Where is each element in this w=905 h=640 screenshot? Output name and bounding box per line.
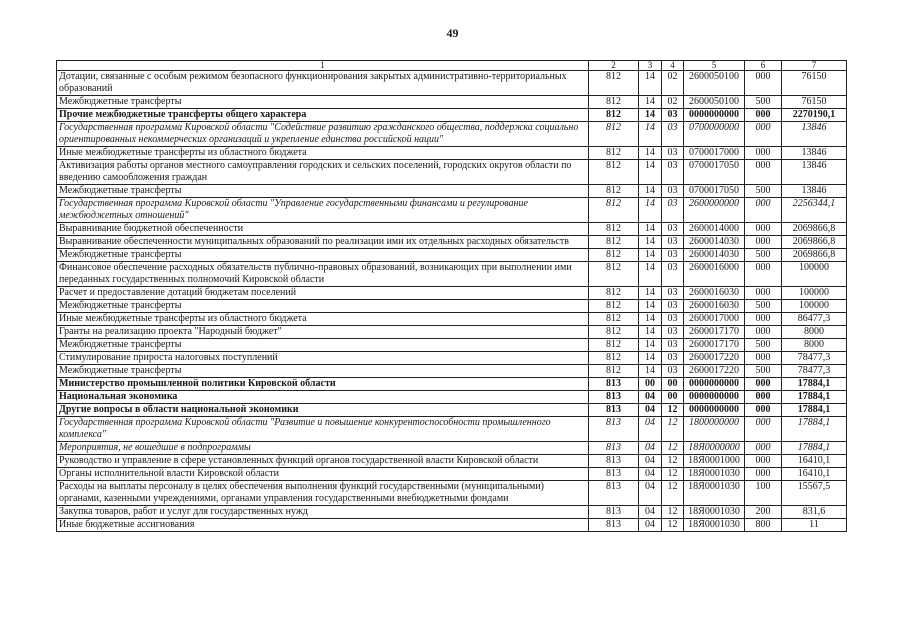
row-ved-code: 813 <box>589 378 639 391</box>
row-section-code: 04 <box>639 481 662 506</box>
row-ved-code: 812 <box>589 122 639 147</box>
row-subsection-code: 03 <box>662 352 684 365</box>
row-target-code: 0700017000 <box>684 147 745 160</box>
row-expense-type-code: 800 <box>745 519 782 532</box>
row-section-code: 14 <box>639 339 662 352</box>
row-name: Иные межбюджетные трансферты из областного бюджета <box>57 147 589 160</box>
row-amount: 16410,1 <box>782 455 847 468</box>
row-name: Государственная программа Кировской области "Управление государственными финансами и регулирование межбюджетных отношений" <box>57 198 589 223</box>
row-section-code: 04 <box>639 404 662 417</box>
row-section-code: 04 <box>639 468 662 481</box>
row-expense-type-code: 500 <box>745 249 782 262</box>
row-subsection-code: 00 <box>662 391 684 404</box>
row-target-code: 2600017170 <box>684 339 745 352</box>
row-amount: 13846 <box>782 147 847 160</box>
row-section-code: 14 <box>639 147 662 160</box>
row-name: Иные бюджетные ассигнования <box>57 519 589 532</box>
row-section-code: 14 <box>639 236 662 249</box>
row-expense-type-code: 000 <box>745 378 782 391</box>
row-expense-type-code: 000 <box>745 442 782 455</box>
row-target-code: 2600017000 <box>684 313 745 326</box>
row-expense-type-code: 000 <box>745 109 782 122</box>
row-subsection-code: 12 <box>662 506 684 519</box>
row-expense-type-code: 000 <box>745 236 782 249</box>
row-name: Межбюджетные трансферты <box>57 300 589 313</box>
row-amount: 13846 <box>782 185 847 198</box>
row-ved-code: 812 <box>589 96 639 109</box>
row-amount: 8000 <box>782 339 847 352</box>
row-subsection-code: 00 <box>662 378 684 391</box>
row-amount: 100000 <box>782 262 847 287</box>
row-ved-code: 813 <box>589 506 639 519</box>
row-target-code: 2600000000 <box>684 198 745 223</box>
row-ved-code: 812 <box>589 198 639 223</box>
row-target-code: 2600016000 <box>684 262 745 287</box>
row-subsection-code: 03 <box>662 198 684 223</box>
row-target-code: 0000000000 <box>684 391 745 404</box>
row-ved-code: 812 <box>589 300 639 313</box>
table-row <box>57 391 847 404</box>
row-expense-type-code: 000 <box>745 122 782 147</box>
row-section-code: 14 <box>639 198 662 223</box>
row-target-code: 2600016030 <box>684 287 745 300</box>
row-amount: 2270190,1 <box>782 109 847 122</box>
table-row <box>57 249 847 262</box>
row-target-code: 2600050100 <box>684 71 745 96</box>
row-amount: 76150 <box>782 96 847 109</box>
row-amount: 17884,1 <box>782 404 847 417</box>
row-section-code: 14 <box>639 326 662 339</box>
table-row <box>57 96 847 109</box>
row-amount: 17884,1 <box>782 417 847 442</box>
row-ved-code: 813 <box>589 455 639 468</box>
row-ved-code: 812 <box>589 223 639 236</box>
table-row <box>57 223 847 236</box>
table-row <box>57 506 847 519</box>
row-name: Гранты на реализацию проекта "Народный бюджет" <box>57 326 589 339</box>
row-name: Руководство и управление в сфере установленных функций органов государственной власти Кировской области <box>57 455 589 468</box>
row-section-code: 14 <box>639 109 662 122</box>
row-subsection-code: 02 <box>662 71 684 96</box>
row-name: Министерство промышленной политики Кировской области <box>57 378 589 391</box>
row-section-code: 04 <box>639 417 662 442</box>
row-target-code: 18Я0000000 <box>684 442 745 455</box>
table-row <box>57 262 847 287</box>
row-target-code: 1800000000 <box>684 417 745 442</box>
row-subsection-code: 12 <box>662 468 684 481</box>
row-subsection-code: 03 <box>662 109 684 122</box>
row-ved-code: 813 <box>589 519 639 532</box>
row-subsection-code: 03 <box>662 365 684 378</box>
row-section-code: 00 <box>639 378 662 391</box>
row-expense-type-code: 000 <box>745 313 782 326</box>
header-col-1: 1 <box>57 61 589 71</box>
row-name: Национальная экономика <box>57 391 589 404</box>
row-section-code: 14 <box>639 352 662 365</box>
row-section-code: 04 <box>639 391 662 404</box>
header-col-3: 3 <box>639 61 662 71</box>
row-amount: 2069866,8 <box>782 223 847 236</box>
row-ved-code: 812 <box>589 147 639 160</box>
row-amount: 15567,5 <box>782 481 847 506</box>
row-ved-code: 812 <box>589 287 639 300</box>
row-expense-type-code: 000 <box>745 391 782 404</box>
row-ved-code: 812 <box>589 365 639 378</box>
table-row <box>57 481 847 506</box>
row-amount: 2256344,1 <box>782 198 847 223</box>
row-section-code: 04 <box>639 455 662 468</box>
row-expense-type-code: 200 <box>745 506 782 519</box>
row-expense-type-code: 000 <box>745 404 782 417</box>
table-row <box>57 160 847 185</box>
row-name: Расходы на выплаты персоналу в целях обеспечения выполнения функций государственными (муниципальными) органами, казенными учреждениями, органами управления государственными внебюджетными фондами <box>57 481 589 506</box>
row-amount: 17884,1 <box>782 378 847 391</box>
row-name: Мероприятия, не вошедшие в подпрограммы <box>57 442 589 455</box>
row-name: Межбюджетные трансферты <box>57 249 589 262</box>
header-col-7: 7 <box>782 61 847 71</box>
table-row <box>57 378 847 391</box>
row-section-code: 14 <box>639 96 662 109</box>
table-row <box>57 109 847 122</box>
row-expense-type-code: 000 <box>745 71 782 96</box>
row-section-code: 14 <box>639 185 662 198</box>
row-name: Иные межбюджетные трансферты из областного бюджета <box>57 313 589 326</box>
row-expense-type-code: 000 <box>745 160 782 185</box>
row-amount: 100000 <box>782 287 847 300</box>
row-target-code: 2600017220 <box>684 352 745 365</box>
table-row <box>57 71 847 96</box>
row-amount: 78477,3 <box>782 365 847 378</box>
row-expense-type-code: 000 <box>745 147 782 160</box>
table-row <box>57 365 847 378</box>
row-ved-code: 813 <box>589 417 639 442</box>
row-subsection-code: 03 <box>662 313 684 326</box>
table-row <box>57 404 847 417</box>
row-expense-type-code: 000 <box>745 262 782 287</box>
row-name: Активизация работы органов местного самоуправления городских и сельских поселений, городских округов области по введению самообложения граждан <box>57 160 589 185</box>
table-row <box>57 236 847 249</box>
row-subsection-code: 12 <box>662 481 684 506</box>
table-header-row <box>57 61 847 71</box>
row-subsection-code: 03 <box>662 287 684 300</box>
row-subsection-code: 03 <box>662 236 684 249</box>
row-section-code: 14 <box>639 249 662 262</box>
row-name: Межбюджетные трансферты <box>57 185 589 198</box>
row-amount: 78477,3 <box>782 352 847 365</box>
row-ved-code: 813 <box>589 442 639 455</box>
row-name: Закупка товаров, работ и услуг для государственных нужд <box>57 506 589 519</box>
row-target-code: 0000000000 <box>684 378 745 391</box>
row-subsection-code: 12 <box>662 404 684 417</box>
row-target-code: 2600050100 <box>684 96 745 109</box>
table-row <box>57 468 847 481</box>
row-ved-code: 813 <box>589 391 639 404</box>
table-row <box>57 147 847 160</box>
table-row <box>57 417 847 442</box>
row-ved-code: 812 <box>589 339 639 352</box>
row-amount: 86477,3 <box>782 313 847 326</box>
row-section-code: 04 <box>639 442 662 455</box>
row-name: Финансовое обеспечение расходных обязательств публично-правовых образований, возникающих при выполнении ими переданных государственных полномочий Кировской области <box>57 262 589 287</box>
row-name: Органы исполнительной власти Кировской области <box>57 468 589 481</box>
table-row <box>57 300 847 313</box>
row-section-code: 14 <box>639 287 662 300</box>
row-ved-code: 812 <box>589 326 639 339</box>
row-amount: 2069866,8 <box>782 236 847 249</box>
table-row <box>57 519 847 532</box>
table-row <box>57 287 847 300</box>
table-row <box>57 442 847 455</box>
row-amount: 16410,1 <box>782 468 847 481</box>
row-ved-code: 813 <box>589 404 639 417</box>
row-name: Государственная программа Кировской области "Содействие развитию гражданского общества, поддержка социально ориентированных некоммерческих организаций и укрепление единства российской нации" <box>57 122 589 147</box>
row-target-code: 0700017050 <box>684 160 745 185</box>
row-target-code: 2600016030 <box>684 300 745 313</box>
row-section-code: 14 <box>639 122 662 147</box>
table-row <box>57 198 847 223</box>
row-section-code: 04 <box>639 519 662 532</box>
row-subsection-code: 03 <box>662 185 684 198</box>
row-subsection-code: 12 <box>662 519 684 532</box>
row-subsection-code: 03 <box>662 326 684 339</box>
row-expense-type-code: 500 <box>745 300 782 313</box>
row-amount: 8000 <box>782 326 847 339</box>
row-section-code: 14 <box>639 71 662 96</box>
row-target-code: 18Я0001030 <box>684 519 745 532</box>
row-subsection-code: 03 <box>662 262 684 287</box>
row-name: Государственная программа Кировской области "Развитие и повышение конкурентоспособности промышленного комплекса" <box>57 417 589 442</box>
row-target-code: 2600017170 <box>684 326 745 339</box>
header-col-5: 5 <box>684 61 745 71</box>
table-row <box>57 313 847 326</box>
row-subsection-code: 12 <box>662 442 684 455</box>
row-section-code: 14 <box>639 223 662 236</box>
row-amount: 2069866,8 <box>782 249 847 262</box>
row-ved-code: 812 <box>589 71 639 96</box>
row-ved-code: 812 <box>589 313 639 326</box>
table-row <box>57 352 847 365</box>
row-expense-type-code: 000 <box>745 198 782 223</box>
row-section-code: 04 <box>639 506 662 519</box>
row-ved-code: 813 <box>589 468 639 481</box>
row-amount: 13846 <box>782 160 847 185</box>
row-expense-type-code: 000 <box>745 326 782 339</box>
row-amount: 831,6 <box>782 506 847 519</box>
header-col-6: 6 <box>745 61 782 71</box>
row-target-code: 2600014030 <box>684 249 745 262</box>
row-amount: 11 <box>782 519 847 532</box>
row-subsection-code: 03 <box>662 147 684 160</box>
row-expense-type-code: 000 <box>745 468 782 481</box>
row-section-code: 14 <box>639 313 662 326</box>
page-number: 49 <box>446 26 459 40</box>
row-subsection-code: 12 <box>662 417 684 442</box>
row-amount: 76150 <box>782 71 847 96</box>
row-ved-code: 812 <box>589 160 639 185</box>
row-expense-type-code: 000 <box>745 455 782 468</box>
row-target-code: 18Я0001030 <box>684 481 745 506</box>
row-name: Межбюджетные трансферты <box>57 365 589 378</box>
row-amount: 13846 <box>782 122 847 147</box>
row-ved-code: 812 <box>589 236 639 249</box>
table-row <box>57 339 847 352</box>
row-section-code: 14 <box>639 365 662 378</box>
row-subsection-code: 02 <box>662 96 684 109</box>
row-expense-type-code: 100 <box>745 481 782 506</box>
row-amount: 100000 <box>782 300 847 313</box>
row-target-code: 0700017050 <box>684 185 745 198</box>
row-subsection-code: 03 <box>662 160 684 185</box>
row-expense-type-code: 000 <box>745 417 782 442</box>
row-expense-type-code: 500 <box>745 96 782 109</box>
row-target-code: 0700000000 <box>684 122 745 147</box>
row-name: Прочие межбюджетные трансферты общего характера <box>57 109 589 122</box>
table-row <box>57 185 847 198</box>
row-expense-type-code: 000 <box>745 223 782 236</box>
row-expense-type-code: 000 <box>745 287 782 300</box>
row-subsection-code: 03 <box>662 249 684 262</box>
row-name: Межбюджетные трансферты <box>57 96 589 109</box>
row-ved-code: 812 <box>589 249 639 262</box>
row-name: Расчет и предоставление дотаций бюджетам поселений <box>57 287 589 300</box>
row-section-code: 14 <box>639 160 662 185</box>
row-target-code: 18Я0001030 <box>684 468 745 481</box>
row-amount: 17884,1 <box>782 442 847 455</box>
table-row <box>57 122 847 147</box>
row-target-code: 2600017220 <box>684 365 745 378</box>
row-ved-code: 812 <box>589 185 639 198</box>
row-name: Выравнивание бюджетной обеспеченности <box>57 223 589 236</box>
row-target-code: 18Я0001000 <box>684 455 745 468</box>
row-expense-type-code: 500 <box>745 365 782 378</box>
row-section-code: 14 <box>639 300 662 313</box>
row-name: Выравнивание обеспеченности муниципальных образований по реализации ими их отдельных расходных обязательств <box>57 236 589 249</box>
row-ved-code: 812 <box>589 352 639 365</box>
row-subsection-code: 03 <box>662 223 684 236</box>
header-col-2: 2 <box>589 61 639 71</box>
row-target-code: 2600014030 <box>684 236 745 249</box>
row-name: Другие вопросы в области национальной экономики <box>57 404 589 417</box>
row-expense-type-code: 500 <box>745 339 782 352</box>
row-ved-code: 813 <box>589 481 639 506</box>
row-subsection-code: 03 <box>662 122 684 147</box>
row-amount: 17884,1 <box>782 391 847 404</box>
header-col-4: 4 <box>662 61 684 71</box>
row-ved-code: 812 <box>589 262 639 287</box>
row-expense-type-code: 500 <box>745 185 782 198</box>
row-expense-type-code: 000 <box>745 352 782 365</box>
row-section-code: 14 <box>639 262 662 287</box>
row-target-code: 2600014000 <box>684 223 745 236</box>
row-name: Стимулирование прироста налоговых поступлений <box>57 352 589 365</box>
row-target-code: 18Я0001030 <box>684 506 745 519</box>
row-subsection-code: 03 <box>662 339 684 352</box>
row-subsection-code: 03 <box>662 300 684 313</box>
budget-table <box>56 60 847 532</box>
row-subsection-code: 12 <box>662 455 684 468</box>
row-ved-code: 812 <box>589 109 639 122</box>
row-target-code: 0000000000 <box>684 109 745 122</box>
row-target-code: 0000000000 <box>684 404 745 417</box>
row-name: Дотации, связанные с особым режимом безопасного функционирования закрытых административно-территориальных образований <box>57 71 589 96</box>
row-name: Межбюджетные трансферты <box>57 339 589 352</box>
table-row <box>57 455 847 468</box>
table-row <box>57 326 847 339</box>
